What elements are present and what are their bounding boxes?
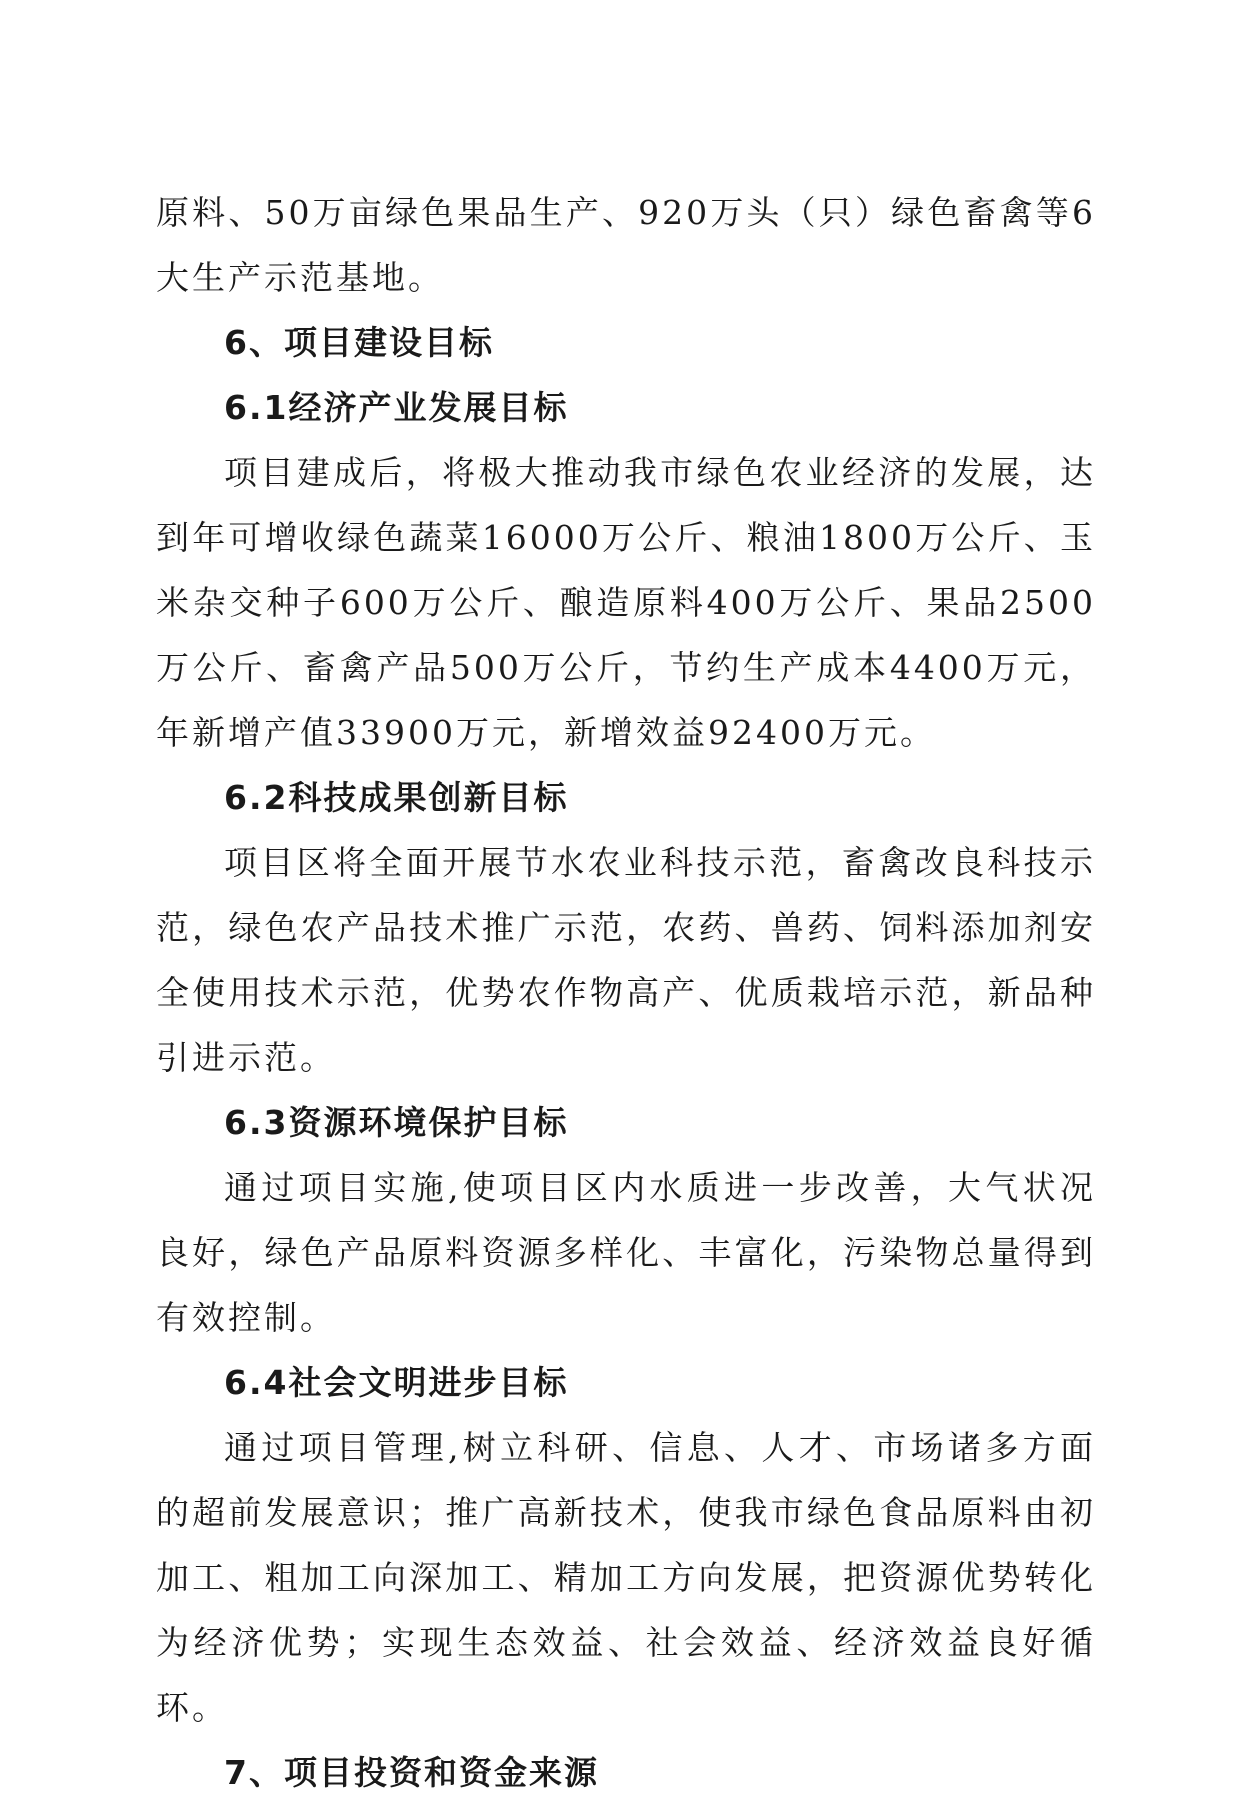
document-body [156,180,1096,1805]
paragraph-6-1: 项目建成后，将极大推动我市绿色农业经济的发展，达到年可增收绿色蔬菜16000万公斤、粮油1800万公斤、玉米杂交种子600万公斤、酿造原料400万公斤、果品2500万公斤、畜禽产品500万公斤，节约生产成本4400万元，年新增产值33900万元，新增效益92400万元。 [156,453,1096,752]
section-heading-7: 7、项目投资和资金来源 [224,1753,599,1792]
paragraph-6-2: 项目区将全面开展节水农业科技示范，畜禽改良科技示范，绿色农产品技术推广示范，农药、兽药、饲料添加剂安全使用技术示范，优势农作物高产、优质栽培示范，新品种引进示范。 [156,843,1096,1077]
paragraph-6-3: 通过项目实施,使项目区内水质进一步改善，大气状况良好，绿色产品原料资源多样化、丰富化，污染物总量得到有效控制。 [156,1168,1096,1337]
section-heading-6-1: 6.1经济产业发展目标 [224,388,569,427]
section-heading-6: 6、项目建设目标 [224,323,494,362]
section-heading-6-4: 6.4社会文明进步目标 [224,1363,569,1402]
section-heading-6-2: 6.2科技成果创新目标 [224,778,569,817]
paragraph-continuation: 原料、50万亩绿色果品生产、920万头（只）绿色畜禽等6大生产示范基地。 [156,193,1096,297]
section-heading-6-3: 6.3资源环境保护目标 [224,1103,569,1142]
paragraph-6-4: 通过项目管理,树立科研、信息、人才、市场诸多方面的超前发展意识；推广高新技术，使我市绿色食品原料由初加工、粗加工向深加工、精加工方向发展，把资源优势转化为经济优势；实现生态效益、社会效益、经济效益良好循环。 [156,1428,1096,1727]
